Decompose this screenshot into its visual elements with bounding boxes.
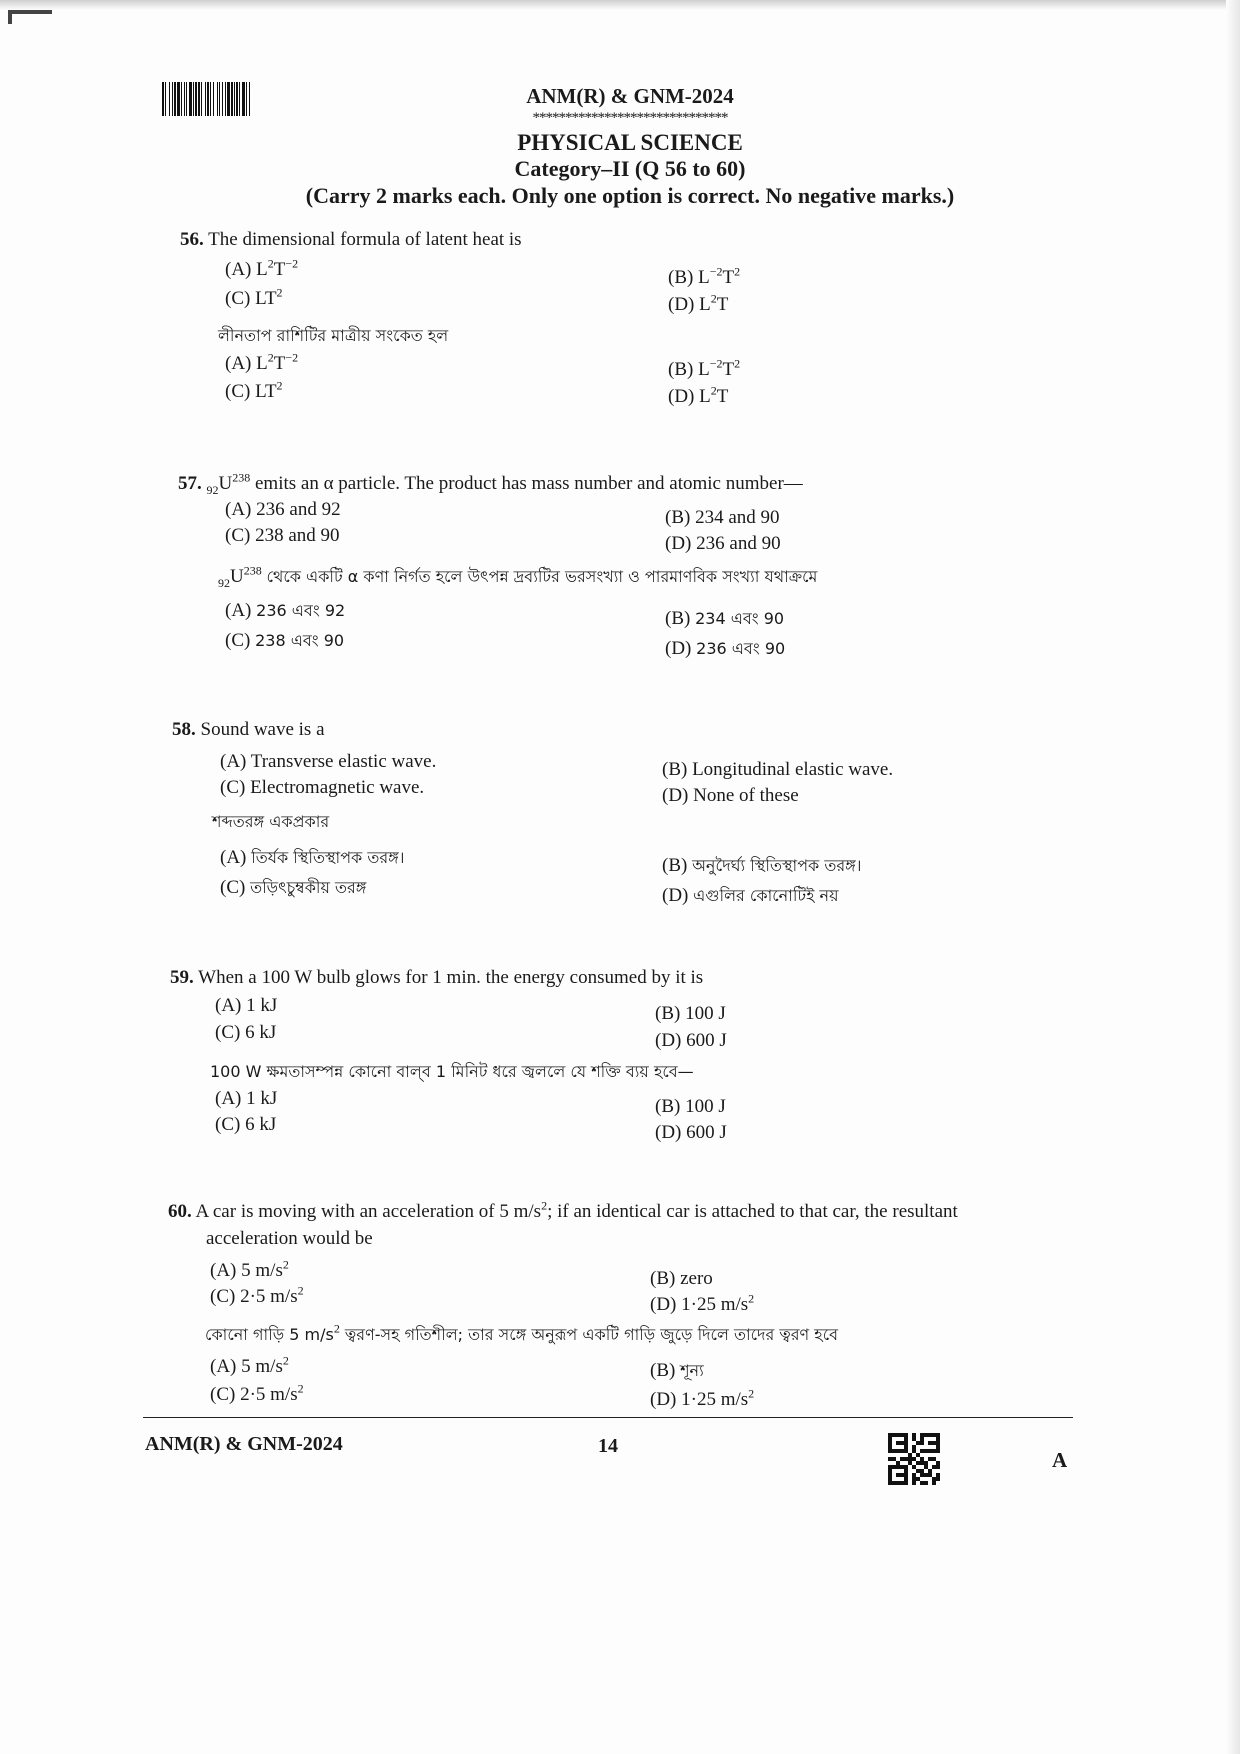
option-b[interactable]: (B) $L^{-2}T^2$ bbox=[668, 264, 741, 288]
star-divider: ****************************** bbox=[532, 110, 728, 126]
question-text-line2: acceleration would be bbox=[206, 1228, 373, 1249]
option-c-bengali[interactable]: (C) 238 এবং 90 bbox=[225, 630, 345, 651]
question-set-code: A bbox=[1052, 1448, 1068, 1472]
option-b[interactable]: (B) 234 and 90 bbox=[665, 507, 780, 528]
option-d-bengali[interactable]: (D) $L^2T$ bbox=[668, 383, 729, 407]
scan-edge-right bbox=[1226, 0, 1240, 1754]
question-stem: The dimensional formula of latent heat is bbox=[208, 229, 522, 250]
option-a[interactable]: (A) $L^2T^{-2}$ bbox=[225, 256, 299, 280]
option-d-bengali[interactable]: (D) 1·25 $m/s^2$ bbox=[650, 1386, 755, 1410]
question-stem: emits an α particle. The product has mass number and atomic number— bbox=[254, 473, 803, 494]
footer-divider bbox=[143, 1417, 1073, 1418]
question-stem-bengali: 100 W ক্ষমতাসম্পন্ন কোনো বাল্‌ব 1 মিনিট ধরে জ্বললে যে শক্তি ব্যয় হবে— bbox=[210, 1062, 694, 1081]
option-c[interactable]: (C) 238 and 90 bbox=[225, 525, 340, 546]
option-a[interactable]: (A) 236 and 92 bbox=[225, 499, 341, 520]
option-c[interactable]: (C) 6 kJ bbox=[215, 1022, 277, 1043]
option-b-bengali[interactable]: (B) শূন্য bbox=[650, 1360, 704, 1381]
option-c-bengali[interactable]: (C) 2·5 $m/s^2$ bbox=[210, 1381, 304, 1405]
option-d-bengali[interactable]: (D) 236 এবং 90 bbox=[665, 638, 786, 659]
option-b-bengali[interactable]: (B) 234 এবং 90 bbox=[665, 608, 785, 629]
option-a[interactable]: (A) 5 $m/s^2$ bbox=[210, 1257, 289, 1281]
option-d[interactable]: (D) 600 J bbox=[655, 1030, 727, 1051]
question-stem-bengali: লীনতাপ রাশিটির মাত্রীয় সংকেত হল bbox=[218, 326, 449, 345]
qr-code-icon bbox=[888, 1433, 940, 1485]
question-text: 60. A car is moving with an acceleration of 5 $m/s^2$; if an identical car is attached to that car, the resultant bbox=[168, 1198, 958, 1222]
option-c[interactable]: (C) 2·5 $m/s^2$ bbox=[210, 1283, 304, 1307]
option-b-bengali[interactable]: (B) 100 J bbox=[655, 1096, 726, 1117]
marks-note: (Carry 2 marks each. Only one option is correct. No negative marks.) bbox=[305, 183, 955, 208]
exam-title: ANM(R) & GNM-2024 bbox=[526, 84, 734, 108]
question-text bbox=[170, 967, 703, 989]
option-a-bengali[interactable]: (A) 1 kJ bbox=[215, 1088, 278, 1109]
option-a-bengali[interactable]: (A) $L^2T^{-2}$ bbox=[225, 350, 299, 374]
question-number: 59. bbox=[170, 967, 194, 988]
question-number: 60. bbox=[168, 1201, 192, 1222]
option-a[interactable]: (A) Transverse elastic wave. bbox=[220, 751, 437, 772]
question-stem-bengali: শব্দতরঙ্গ একপ্রকার bbox=[212, 812, 330, 831]
footer-exam-title: ANM(R) & GNM-2024 bbox=[145, 1433, 343, 1455]
scan-corner-mark bbox=[8, 10, 52, 24]
option-b[interactable]: (B) zero bbox=[650, 1268, 713, 1289]
question-stem: When a 100 W bulb glows for 1 min. the energy consumed by it is bbox=[198, 967, 704, 988]
option-d[interactable]: (D) 1·25 $m/s^2$ bbox=[650, 1291, 755, 1315]
question-stem-bengali: $_{92}U^{238}$ থেকে একটি α কণা নির্গত হলে উৎপন্ন দ্রব্যটির ভরসংখ্যা ও পারমাণবিক সংখ্যা যথাক্রমে bbox=[218, 563, 818, 590]
option-a-bengali[interactable]: (A) তির্যক স্থিতিস্থাপক তরঙ্গ। bbox=[220, 847, 405, 868]
question-stem-bengali: কোনো গাড়ি 5 $m/s^2$ ত্বরণ-সহ গতিশীল; তার সঙ্গে অনুরূপ একটি গাড়ি জুড়ে দিলে তাদের ত্বরণ হবে bbox=[205, 1321, 839, 1344]
question-text bbox=[180, 229, 522, 251]
category-title: Category–II (Q 56 to 60) bbox=[514, 156, 746, 181]
option-d[interactable]: (D) $L^2T$ bbox=[668, 291, 729, 315]
question-text: 57. $_{92}U^{238}$ emits an α particle. The product has mass number and atomic number— bbox=[178, 470, 803, 497]
option-a[interactable]: (A) 1 kJ bbox=[215, 995, 278, 1016]
question-number: 58. bbox=[172, 719, 196, 740]
option-a-bengali[interactable]: (A) 236 এবং 92 bbox=[225, 600, 346, 621]
question-number: 57. bbox=[178, 473, 202, 494]
option-b-bengali[interactable]: (B) $L^{-2}T^2$ bbox=[668, 356, 741, 380]
option-b[interactable]: (B) 100 J bbox=[655, 1003, 726, 1024]
option-c[interactable]: (C) Electromagnetic wave. bbox=[220, 777, 425, 798]
question-stem: Sound wave is a bbox=[200, 719, 325, 740]
option-b[interactable]: (B) Longitudinal elastic wave. bbox=[662, 759, 894, 780]
option-c-bengali[interactable]: (C) তড়িৎচুম্বকীয় তরঙ্গ bbox=[220, 877, 367, 898]
option-c-bengali[interactable]: (C) 6 kJ bbox=[215, 1114, 277, 1135]
subject-title: PHYSICAL SCIENCE bbox=[517, 130, 743, 155]
option-c-bengali[interactable]: (C) $LT^2$ bbox=[225, 378, 283, 402]
option-b-bengali[interactable]: (B) অনুদৈর্ঘ্য স্থিতিস্থাপক তরঙ্গ। bbox=[662, 855, 862, 876]
option-d[interactable]: (D) None of these bbox=[662, 785, 799, 806]
option-c[interactable]: (C) $LT^2$ bbox=[225, 285, 283, 309]
question-text bbox=[172, 719, 325, 741]
scan-edge bbox=[0, 0, 1240, 10]
option-d-bengali[interactable]: (D) 600 J bbox=[655, 1122, 727, 1143]
option-d-bengali[interactable]: (D) এগুলির কোনোটিই নয় bbox=[662, 885, 839, 906]
question-number: 56. bbox=[180, 229, 204, 250]
page-number: 14 bbox=[598, 1435, 618, 1457]
option-a-bengali[interactable]: (A) 5 $m/s^2$ bbox=[210, 1353, 289, 1377]
option-d[interactable]: (D) 236 and 90 bbox=[665, 533, 781, 554]
